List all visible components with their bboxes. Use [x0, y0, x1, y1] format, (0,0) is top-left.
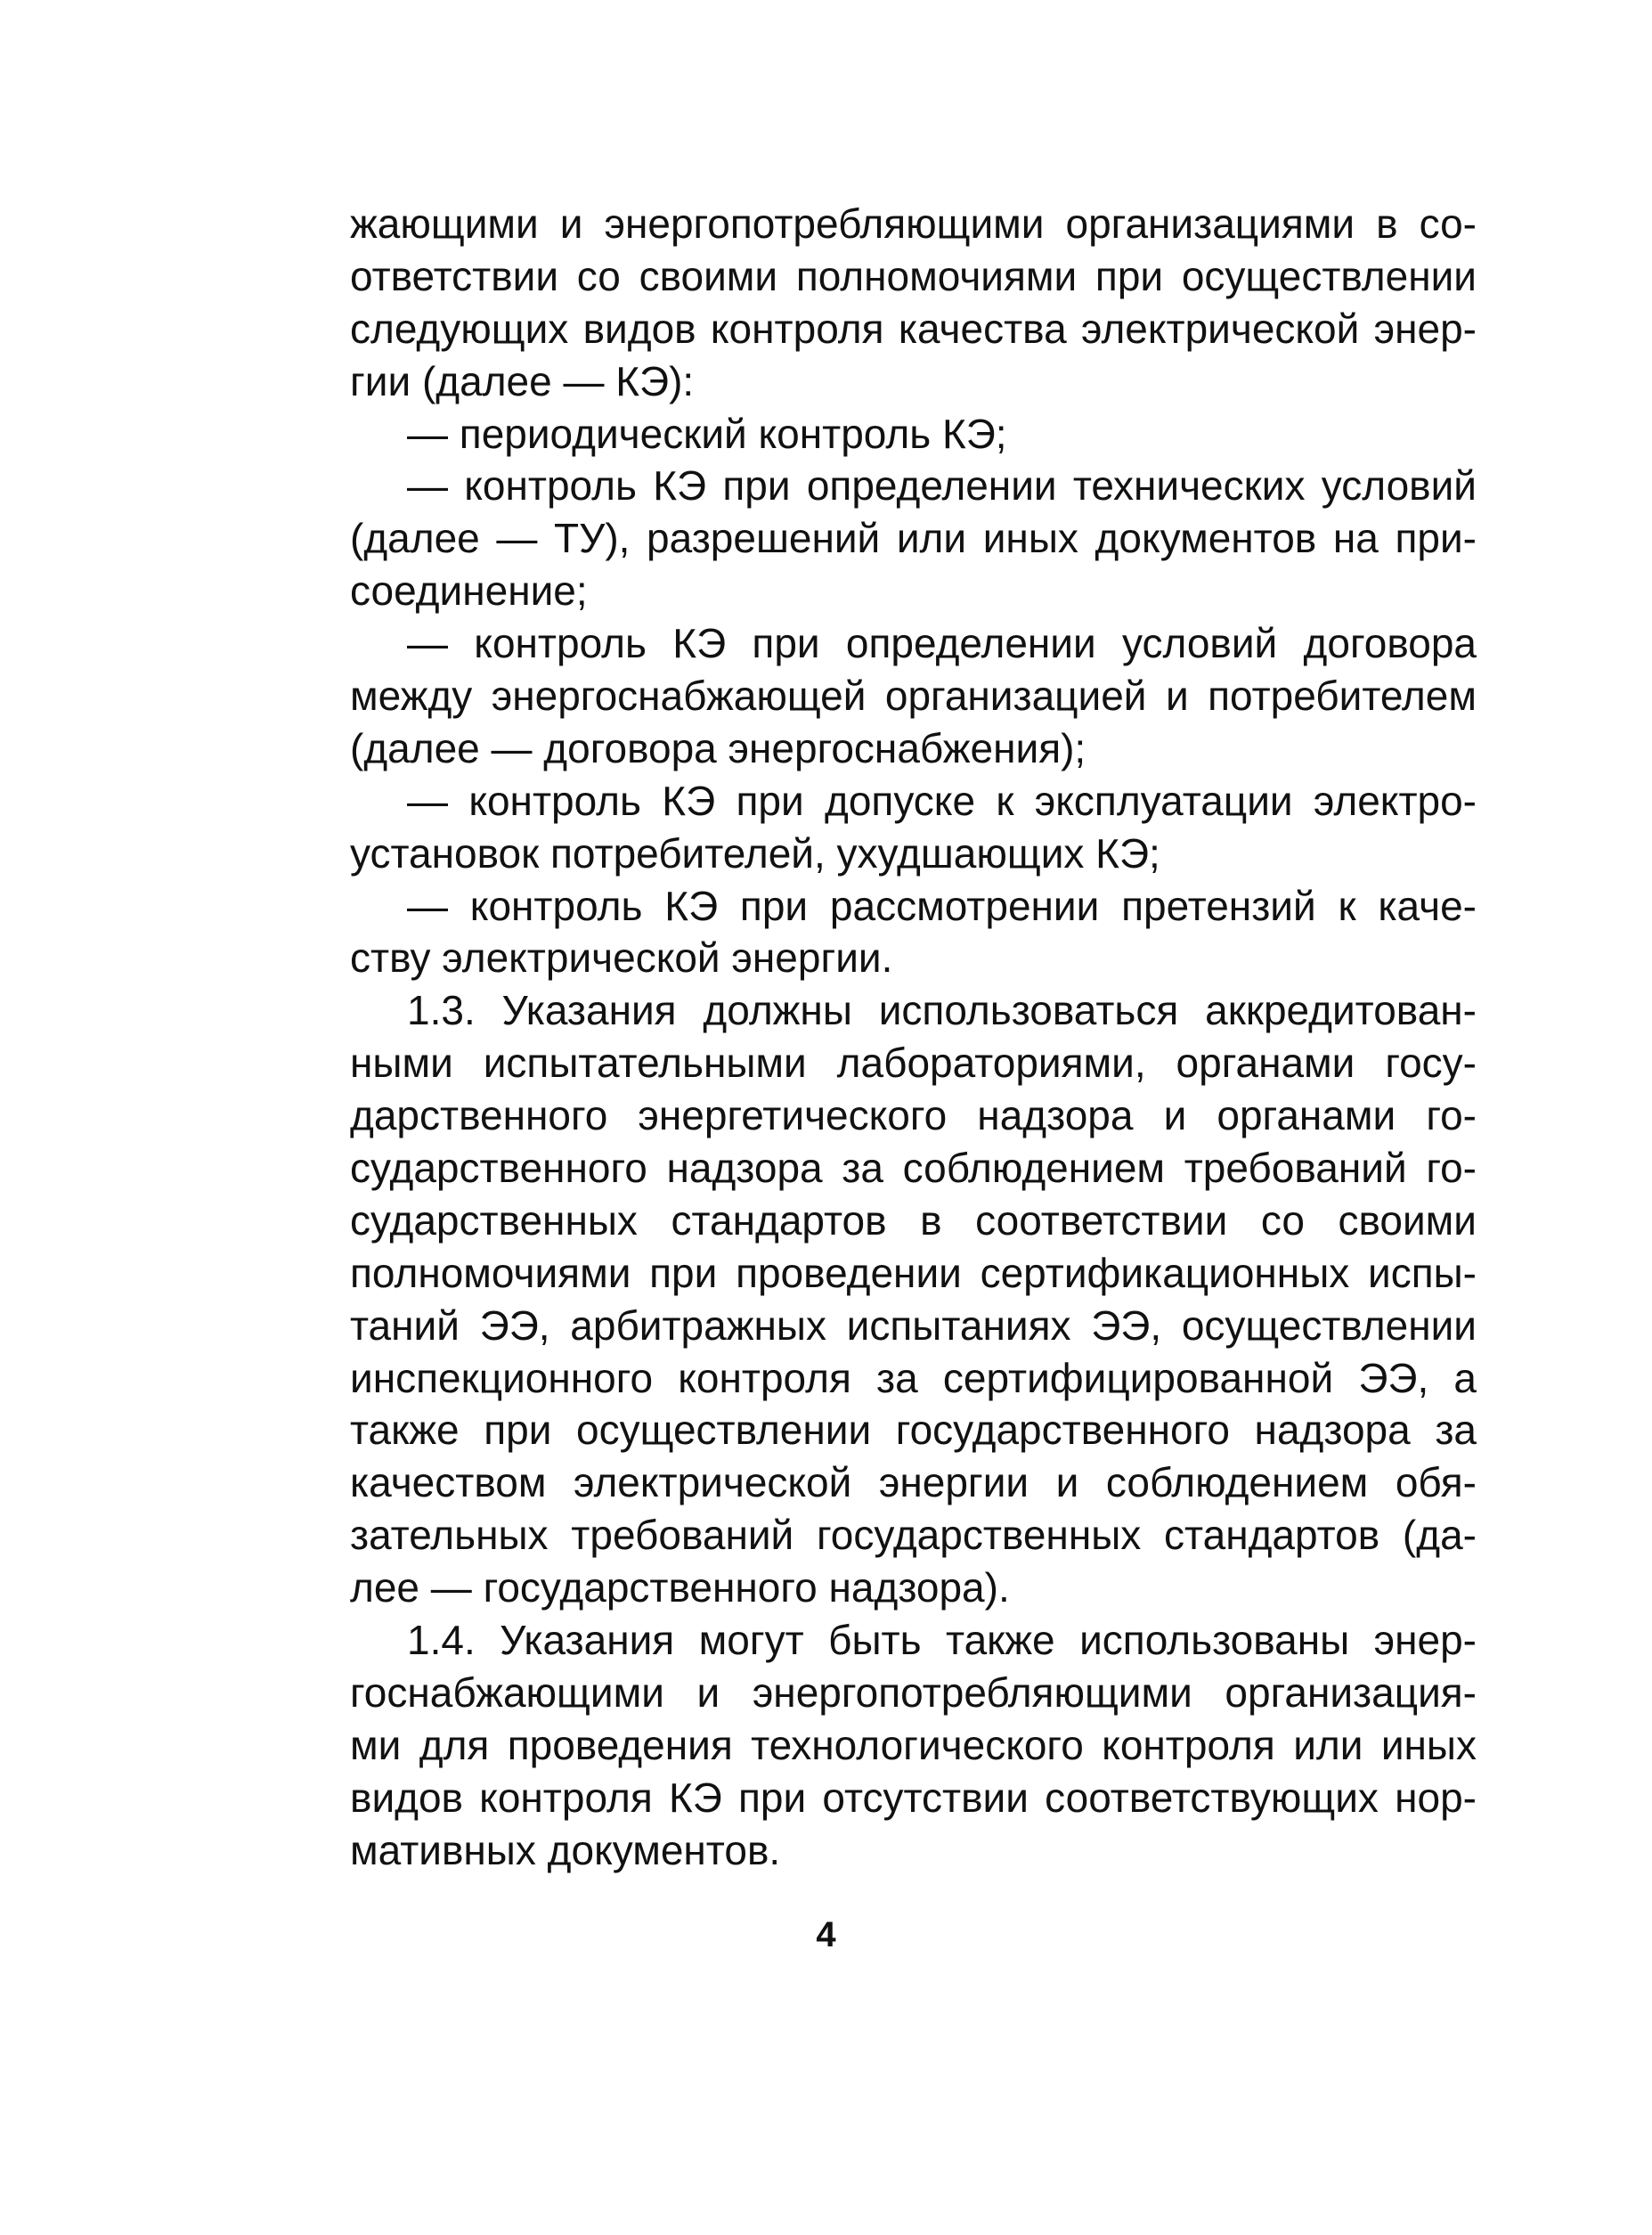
text-line: также при осуществлении государственного надзора за	[350, 1407, 1477, 1454]
text-line: установок потребителей, ухудшающих КЭ;	[350, 829, 1160, 877]
text-line: ными испытательными лабораториями, органами госу-	[350, 1040, 1477, 1087]
text-line: — контроль КЭ при допуске к эксплуатации электро-	[407, 777, 1477, 824]
text-line: ответствии со своими полномочиями при осуществлении	[350, 252, 1477, 299]
text-line: лее — государственного надзора).	[350, 1564, 1010, 1611]
text-line: таний ЭЭ, арбитражных испытаниях ЭЭ, осуществлении	[350, 1301, 1477, 1349]
text-line: сударственных стандартов в соответствии со своими	[350, 1196, 1477, 1244]
text-line: 1.4. Указания могут быть также использованы энер-	[407, 1617, 1477, 1664]
text-line: видов контроля КЭ при отсутствии соответствующих нор-	[350, 1774, 1477, 1821]
text-line: ству электрической энергии.	[350, 934, 893, 982]
text-line: (далее — договора энергоснабжения);	[350, 724, 1086, 771]
text-line: мативных документов.	[350, 1826, 781, 1873]
text-line: — контроль КЭ при определении технических условий	[407, 462, 1477, 510]
text-line: дарственного энергетического надзора и органами го-	[350, 1092, 1477, 1139]
text-line: гии (далее — КЭ):	[350, 357, 695, 404]
text-line: зательных требований государственных стандартов (да-	[350, 1512, 1477, 1559]
text-line: качеством электрической энергии и соблюдением обя-	[350, 1459, 1477, 1506]
body-text	[350, 198, 1477, 1877]
text-line: соединение;	[350, 567, 588, 615]
text-line: госнабжающими и энергопотребляющими организация-	[350, 1668, 1477, 1716]
text-line: 1.3. Указания должны использоваться аккредитован-	[407, 987, 1477, 1034]
text-line: между энергоснабжающей организацией и потребителем	[350, 673, 1477, 720]
text-line: — контроль КЭ при определении условий договора	[407, 620, 1477, 667]
page-number: 4	[816, 1915, 836, 1954]
text-line: жающими и энергопотребляющими организациями в со-	[350, 200, 1477, 247]
text-line: инспекционного контроля за сертифицированной ЭЭ, а	[350, 1354, 1477, 1401]
text-line: (далее — ТУ), разрешений или иных документов на при-	[350, 515, 1477, 562]
text-line: ми для проведения технологического контроля или иных	[350, 1721, 1477, 1768]
text-line: сударственного надзора за соблюдением требований го-	[350, 1145, 1477, 1192]
text-line: следующих видов контроля качества электрической энер-	[350, 305, 1477, 352]
text-line: — периодический контроль КЭ;	[407, 410, 1007, 457]
text-line: — контроль КЭ при рассмотрении претензий к каче-	[407, 882, 1477, 929]
text-line: полномочиями при проведении сертификационных испы-	[350, 1249, 1477, 1296]
